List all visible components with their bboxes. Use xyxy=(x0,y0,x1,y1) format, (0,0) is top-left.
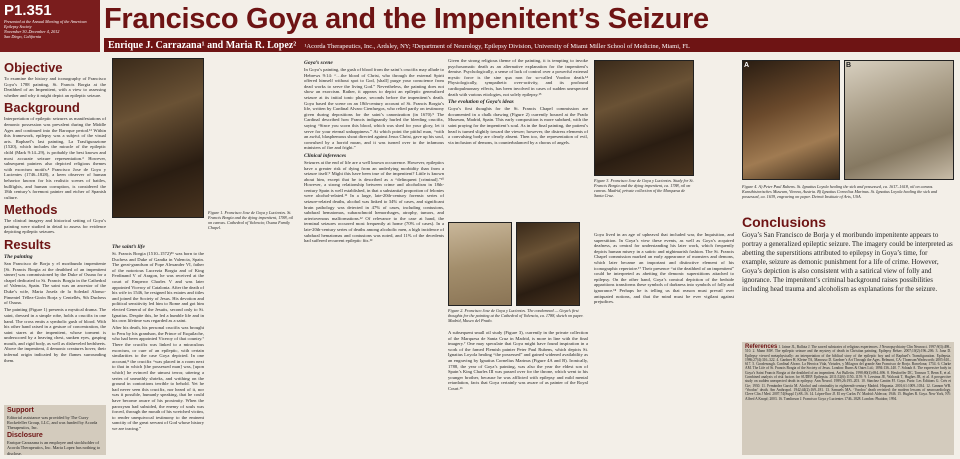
clinical-subheading: Clinical inferences xyxy=(304,152,347,159)
saint-life-subheading: The saint’s life xyxy=(112,244,145,250)
column-2a xyxy=(112,242,204,454)
figure-4b-engraving xyxy=(844,60,954,180)
support-heading: Support xyxy=(7,407,34,414)
disclosure-heading: Disclosure xyxy=(7,432,43,440)
objective-heading: Objective xyxy=(4,60,63,75)
conclusions-heading: Conclusions xyxy=(742,214,827,230)
background-text: Interpretation of epileptic seizures as manifestations of demonic possession was prevalent during the Middle Ages and continued into the Baroque period.¹² Within this framework, epilepsy was a subject of the visual arts. Raphael’s last painting, La Trasfigurazione (1520), which includes the miracle of the epileptic child (Mark 9:14–29), is probably the best known and most accurate seizure representation.³ However, subsequent painters also depicted religious themes with exorcism motifs.⁴ Francisco Jose de Goya y Lucientes (1746–1828), a keen observer of human behavior known for his realistic scenes of battles, bullfights, and human corruption, is considered the 18th century’s foremost painter and etcher of Spanish culture. xyxy=(4,116,106,200)
methods-text: The clinical imagery and historical setting of Goya’s painting were studied in detail to assess for evidence depicting epileptic seizures. xyxy=(4,218,106,235)
column-4b xyxy=(448,330,588,454)
evolution-text: Goya’s first thoughts for the St. Francis Chapel commission are documented in a chalk drawing (Figure 2) currently housed at the Prado Museum, Madrid, Spain. This early composition is more subdued, with the saint praying for the impenitent’s soul. As in the final painting, the patient’s head is turned slightly toward the viewer; however, the distress elements of a convulsing body are clearly absent. Then too, the representation of evil, via inclusion of demons, is counterbalanced by a chorus of angels. xyxy=(448,106,588,145)
figure-4-caption: Figure 4. A) Peter Paul Rubens. St. Ignatius Loyola healing the sick and possessed, ca. 1617–1618, oil on canvas. Kunsthistorisches Museum, Vienna, Austria. B) Ignatius Cornelius Marinus. St. Ignatius Loyola healing the sick and possessed, ca. 1639, engraving on paper. Detroit Institute of Arts, USA. xyxy=(742,184,938,199)
affiliations: ¹Acorda Therapeutics, Inc., Ardsley, NY; ²Department of Neurology, Epilepsy Division, University of Miami Miller School of Medicine, Miami, FL xyxy=(304,43,690,50)
poster-id-box xyxy=(0,0,100,52)
figure-1-painting xyxy=(112,58,204,218)
psychosomatic-text: Given the strong religious theme of the painting, it is tempting to invoke psychosomatic death as an alternative explanation for the impenitent’s demise. Psychologically, a sense of lack of control over a powerful external mystic force is the sine qua non for so-called Voodoo death.¹⁴ Physiologically, sympathetic over-activity, and its profound cardiopulmonary effects, has been involved in cases of sudden unexpected death with various etiologies, not solely epilepsy.¹⁵ xyxy=(448,58,588,97)
figure-3-painting xyxy=(594,60,694,176)
clinical-text: Seizures at the end of life are a well known occurrence. However, epileptics have a greater risk of dying from an underlying morbidity than from a seizure itself.⁹ Might this have been true of the impenitent? Little is known about him, except that he is described as a “delinquent [criminal].”¹⁰ However, a strong relationship between crime and alcoholism in 18th-century Spain is well established, in that a substantial proportion of felonies were alcohol-related.¹¹ In a large, late-20th-century forensic series of seizure-related deaths, alcohol was linked to 34% of cases, and significant brain pathology was detected in 47% of cases, including contusions, subdural hematomas, subarachnoid hemorrhages, atrophy, tumors, and arteriovenous malformations.¹² Of relevance to the case at hand, the terminal seizures occurred most frequently at home (70% of cases). In a late-20th-century series of deaths among alcoholic men, a high incidence of subdural hematomas and contusions was noted, and 11% of the decedents had suffered recurrent epileptic fits.¹³ xyxy=(304,159,444,244)
poster-title: Francisco Goya and the Impenitent’s Seizure xyxy=(104,3,709,35)
support-text: Editorial assistance was provided by The Curry Rockefeller Group, LLC, and was funded by Acorda Therapeutics, Inc. xyxy=(7,415,98,431)
figure-1-caption: Figure 1. Francisco Jose de Goya y Lucientes. St. Francis Borgia and the dying impenitent, 1788, oil on canvas. Cathedral of Valencia; Osuna Family Chapel. xyxy=(208,210,294,230)
objective-text: To examine the history and iconography of Francisco Goya’s 1788 painting, St. Francis Borgia at the Deathbed of an Impenitent, with a view to assessing whether and why it might depict an epileptic seizure. xyxy=(4,76,106,98)
references-box xyxy=(742,342,954,455)
poster-id: P1.351 xyxy=(4,2,52,19)
authors: Enrique J. Carrazana¹ and Maria R. Lopez² xyxy=(108,40,297,51)
conclusions-text: Goya’s San Francisco de Borja y el moribundo impenitente appears to portray a generalized epileptic seizure. The imagery could be interpreted as abetting the superstitions attributed to epilepsy in Goya’s time, for example, seizure as demonic punishment for a life of crime. However, Goya’s depiction is also consistent with a satirical view of folly and ignorance. The impenitent’s criminal background raises possibilities including head trauma and alcoholism as explanations for the seizure. xyxy=(742,231,953,293)
age-upheaval-text: Goya lived in an age of upheaval that included war, the Inquisition, and superstition. In Goya’s view these events, as well as Goya’s acquired deafness, as central for understanding his later work, which frequently depicts human misery in a satiric and nightmarish fashion. The St. Francis Chapel commission marked an early appearance of monsters and demons, which later became an important and distinctive element of his iconographic repertoire.¹⁷ Their presence “at the deathbed of an impenitent” could be interpreted as abetting the demonic superstitions attached to epilepsy. On the other hand, Goya’s comical depiction of the bedside apparitions transforms these symbols of darkness into symbols of folly and ignorance.¹⁸ Perhaps he is telling us that reason must prevail over antiquated notions, and that the mind must be ever vigilant against prejudices. xyxy=(594,232,734,305)
saint-life-text-2: After his death, his personal crucifix was brought to Peru by his grandson, the Prince of Esquilache, who had been appointed Viceroy of that country.⁷ There the crucifix was linked to a miraculous exorcism, or cure of an epileptic, with certain similarities to the case Goya depicted. In one account,⁸ the crucifix “was placed in a room next to that in which [the possessed man] was, [upon which] he evinced the utmost terror, uttering a series of unearthly shrieks, and writhing on the ground in contortions terrible to behold. Yet he had never seen this crucifix, nor heard of it, nor was it possible, humanly speaking, that he could have become aware of his proximity. When the paroxysm had subsided, the enemy of souls was forced, through the mouth of his wretched victim, to render unequivocal testimony to the eminent sanctity of the great servant of God whose history we are tracing.” xyxy=(112,325,204,431)
painting-text-2: The painting (Figure 1) presents a mystical drama. The saint, dressed in a simple robe, holds a crucifix in one hand. The cross emits a symbolic gush of blood. With his other hand raised in a gesture of concentration, the saint stares at the impenitent, whose torment is underscored by a heaving chest, sunken eyes, gasping mouth, and rigid body, as well as disheveled bedsheets. Above the impenitent, 4 demonic creatures hover, their infernal origin indicated by the flames surrounding them. xyxy=(4,307,106,363)
methods-heading: Methods xyxy=(4,202,58,218)
column-left xyxy=(4,58,106,454)
figure-2-drawing xyxy=(448,222,512,306)
references-heading: References xyxy=(745,344,778,350)
meeting-info: Presented at the Annual Meeting of the American Epilepsy Society November 30–December 4, 2012 San Diego, California xyxy=(4,19,87,39)
column-4 xyxy=(448,58,588,218)
figure-2-detail xyxy=(516,222,580,306)
oil-study-text: A subsequent small oil study (Figure 3), currently in the private collection of the Marquesa de Santa Cruz in Madrid, is more in line with the final imagery.⁷ One may speculate that Goya might have found inspiration in a work of the famed Flemish painter Peter Paul Rubens, which depicts St. Ignatius Loyola healing “the possessed” and gained widened availability as an engraving by Ignatius Cornelius Marinus (Figure 4A and B). Ironically, 1788, the year of Goya’s painting, was also the year the eldest son of Spain’s King Charles III was passed over for the throne, which went to his younger brother, because he was afflicted with epilepsy and mild mental retardation, facts that Goya certainly was aware of as painter of the Royal Court.¹⁶ xyxy=(448,330,588,391)
column-3 xyxy=(304,58,444,454)
col2b-note xyxy=(208,242,296,248)
poster-header xyxy=(0,0,960,52)
references-text: 1. Jaime JL, Ballota J. The sacred substrates of religious experiences. J Neuropsychiatry Clin Neurosci. 1997;9(3):498–510. 2. Mann MW. The epileptic seizure and the mystery of death in Christian painting. Epilepsy Behav. 2007;10(2):196–206. 3. Janz D. Epilepsy viewed metaphysically: an interpretation of the biblical story of the epileptic boy and of Raphael’s Transfiguration. Epilepsia. 1986;27(4):316–322. 4. Gardner H, Kleine TA, Mancuso D. Gardner’s Art Through the Ages. Belmont, CA: Thomson/Wadsworth; 2005:610–617. 5. Goodenough. Cardinal Alvaro. La Heroica Vida, Virtudes, y Milagros del grande San Francisco de Borja. Barcelona; 1754. 6. Clarke AM. The Life of St. Francis Borgia of the Society of Jesus. London: Burns & Oates Ltd.; 1894:136–140. 7. Schaub A. The expressive body in Goya’s Saint Francis Borgia at the deathbed of an impenitent. Art Bulletin. 1998;80(4):694–696. 8. Hesdorffer DC, Tomson T, Benn E, et al. Combined analysis of risk factors for SUDEP. Epilepsia. 2011;52(6):1150–1159. 9. Leestma JE, Walczak T, Hughes JR, et al. A prospective study on sudden unexpected death in epilepsy. Ann Neurol. 1989;26:195–203. 10. Sánchez Cantón FJ. Goya. Paris: Les Éditions G. Crès et Cie; 1930. 11. Fernández García M. Alcohol and criminality in eighteenth-century Madrid. Hispania. 2001;61:1009–1034. 12. Cannon WB. ‘Voodoo’ death. Am Anthropol. 1942;44(2):169–181. 13. Samuels MA. ‘Voodoo’ death revisited: the modern lessons of neurocardiology. Cleve Clin J Med. 2007;74(Suppl 1):S8–16. 14. López-Ibor JJ. El rey Carlos IV. Madrid: Aldecoa; 1946. 15. Hughes R. Goya. New York, NY: Alfred A Knopf; 2003. 16. Tomlinson J. Francisco Goya y Lucientes 1746–1828. London: Phaidon; 1994. xyxy=(745,345,952,401)
support-disclosure-box xyxy=(4,405,106,455)
column-5 xyxy=(594,232,734,454)
background-heading: Background xyxy=(4,100,80,116)
painting-text: San Francisco de Borja y el moribundo impenitente [St. Francis Borgia at the deathbed of an impenitent sinner] was commissioned by the Duke of Osuna for a chapel dedicated to St. Francis Borgia in the Cathedral of Valencia, Spain. The saint was an ancestor of the Duke’s wife, Maria Josefa de la Soledad Alonso-Pimentel Téllez-Girón Borja y Centellés, 9th Duchess of Osuna. xyxy=(4,261,106,306)
saint-life-text: St. Francis Borgia (1510–1572)⁵⁶ was born to the Duchess and Duke of Gandia in Valencia, Spain. The great-grandson of Pope Alexander VI, father of the notorious Lucrezia Borgia and of King Ferdinand V of Aragon, he was received at the court of Emperor Charles V and was later appointed Viceroy of Catalonia. After the death of his wife in 1546, he resigned his estates and titles and joined the Society of Jesus. His devotion and political sensitivity led him to Rome and got him elected General of the Jesuits, second only to St. Ignatius. Despite this, he led a humble life and in his own lifetime was regarded as a saint. xyxy=(112,251,204,324)
goya-scene-text: In Goya’s painting, the gush of blood from the saint’s crucifix may allude to Hebrews 9:14: “…the blood of Christ, who through the external Spirit offered himself without spot to God, [shall] purge your conscience from dead works to serve the living God.” Nevertheless, the painting does not show an exorcism. Rather, it appears to depict an epileptic generalized seizure at its initial tonic phase, seconds before the impenitent’s death. Goya based the scene on an 18th-century account of St. Francis Borgia’s life, written by Cardinal Alvaro Cienfuegos, who relied partly on testimony given during depositions for the saint’s canonization (in 1670).⁹ The Cardinal described how Francis indignantly hurled the bleeding crucifix, saying “Since you scorn this blood, which was shed for your glory, let it serve for your eternal unhappiness.” At which point the pitiful man, “with an awful, blasphemous shout directed against Jesus Christ, gave up his soul, convulsed by a horrid moan, and it was turned over to the infamous ministers of fire and fright.” xyxy=(304,67,444,151)
disclosure-text: Enrique Carrazana is an employee and stockholder of Acorda Therapeutics, Inc. Maria Lopez has nothing to disclose. xyxy=(7,440,101,456)
figure-4a-label: A xyxy=(744,62,750,69)
painting-subheading: The painting xyxy=(4,254,33,261)
figure-4a-painting xyxy=(742,60,840,180)
figure-2-caption: Figure 2. Francisco Jose de Goya y Lucientes. The condemned — Goya’s first thoughts for the painting at the Cathedral of Valencia, ca. 1788, sketch on paper. Madrid, Museo del Prado. xyxy=(448,308,584,323)
goya-scene-subheading: Goya’s scene xyxy=(304,60,333,66)
figure-3-caption: Figure 3. Francisco Jose de Goya y Lucientes. Study for St. Francis Borgia and the dying impenitent, ca. 1788, oil on canvas. Madrid, private collection of the Marquesa de Santa Cruz. xyxy=(594,178,694,198)
author-bar xyxy=(104,38,960,52)
column-2b xyxy=(208,242,296,454)
figure-4b-label: B xyxy=(846,62,852,69)
evolution-subheading: The evolution of Goya’s ideas xyxy=(448,99,514,106)
conclusions-section xyxy=(742,212,954,296)
results-heading: Results xyxy=(4,237,51,253)
